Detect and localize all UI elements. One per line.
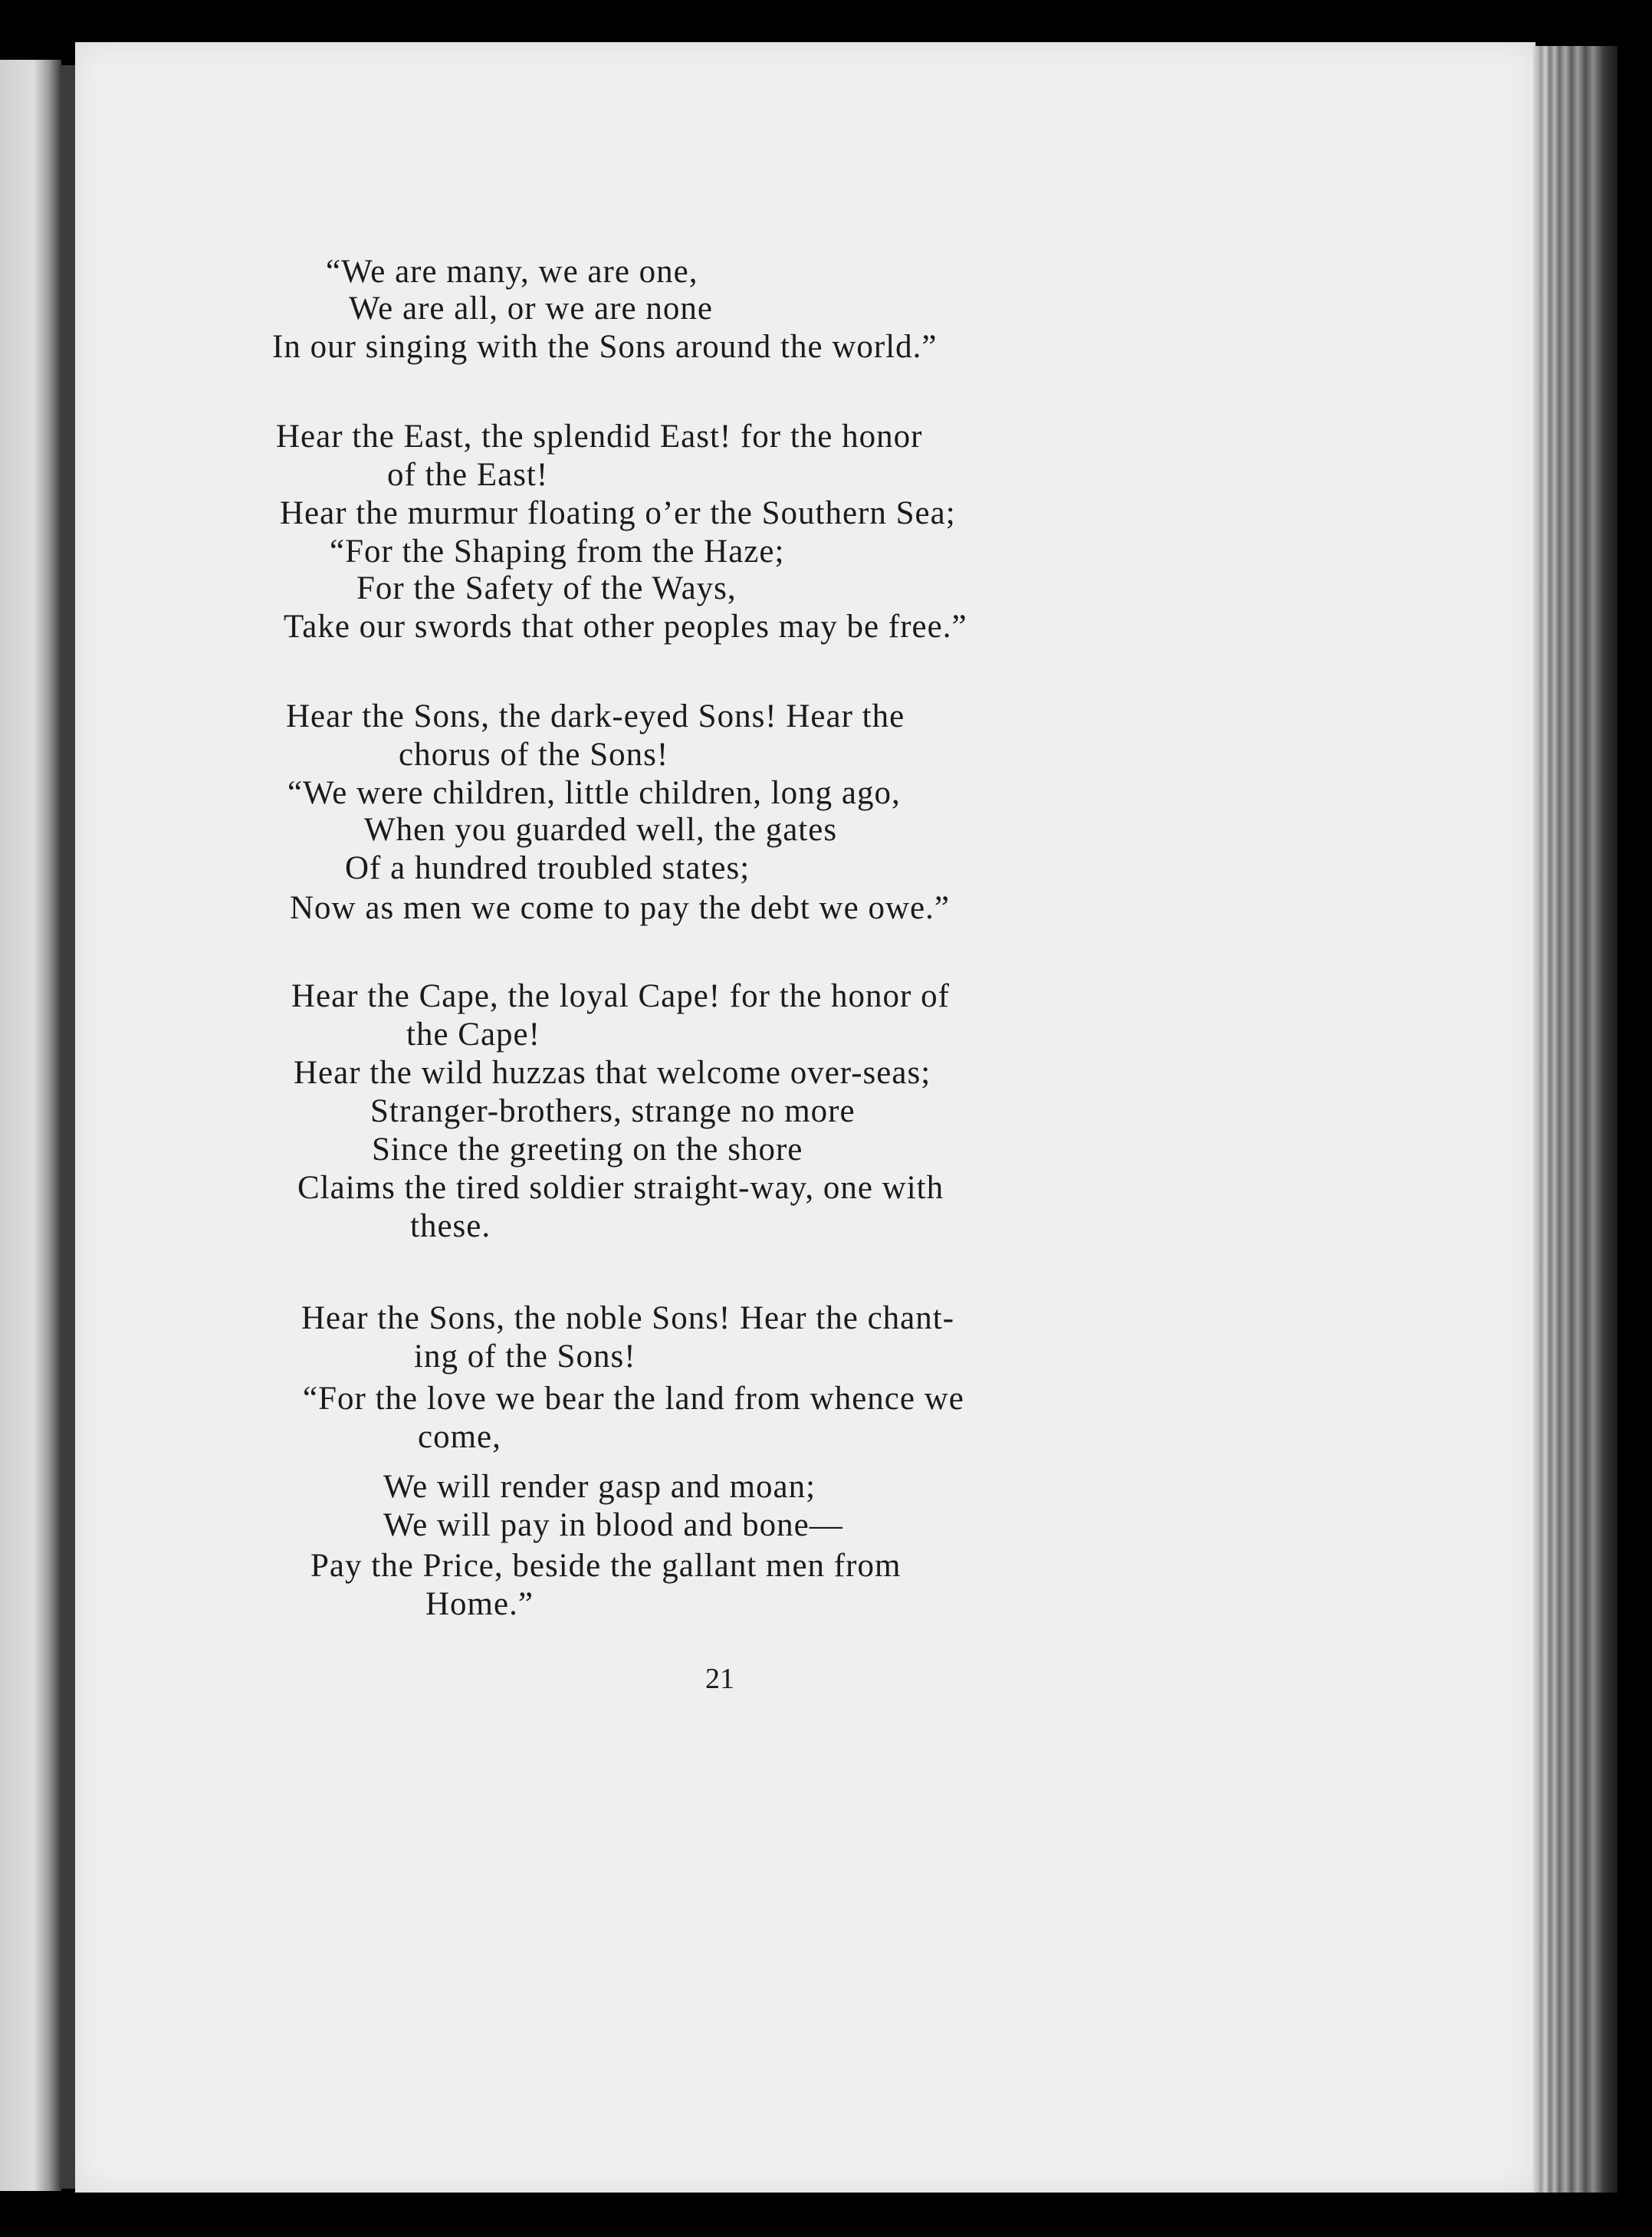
poem-line: Hear the Cape, the loyal Cape! for the honor of bbox=[291, 978, 950, 1014]
poem-line: Home.” bbox=[425, 1586, 534, 1622]
poem-line: Hear the Sons, the noble Sons! Hear the chant- bbox=[301, 1300, 955, 1336]
poem-line: come, bbox=[418, 1419, 501, 1455]
poem-line: When you guarded well, the gates bbox=[364, 812, 838, 848]
poem-line: “For the love we bear the land from whence we bbox=[303, 1381, 964, 1417]
poem-line: “For the Shaping from the Haze; bbox=[330, 534, 785, 570]
poem-line: Hear the Sons, the dark-eyed Sons! Hear the bbox=[286, 698, 905, 734]
poem-line: Now as men we come to pay the debt we owe.” bbox=[290, 890, 950, 926]
poem-line: Hear the murmur floating o’er the Southern Sea; bbox=[280, 495, 956, 531]
poem-line: the Cape! bbox=[406, 1017, 540, 1053]
poem-line: Since the greeting on the shore bbox=[372, 1132, 803, 1168]
poem-line: these. bbox=[410, 1208, 491, 1244]
poem-line: ing of the Sons! bbox=[414, 1339, 636, 1375]
poem-line: “We were children, little children, long ago, bbox=[287, 775, 901, 811]
poem-line: Claims the tired soldier straight-way, one with bbox=[297, 1170, 944, 1206]
poem-line: We are all, or we are none bbox=[349, 291, 713, 327]
poem-line: For the Safety of the Ways, bbox=[356, 570, 737, 606]
poem-line: “We are many, we are one, bbox=[326, 254, 698, 290]
poem-line: In our singing with the Sons around the world.” bbox=[272, 329, 938, 365]
poem-line: Stranger-brothers, strange no more bbox=[370, 1093, 856, 1129]
poem-line: We will pay in blood and bone— bbox=[383, 1507, 843, 1543]
poem-line: Hear the wild huzzas that welcome over-seas; bbox=[294, 1055, 931, 1091]
poem-line: Pay the Price, beside the gallant men from bbox=[310, 1548, 902, 1584]
poem-line: of the East! bbox=[387, 457, 549, 493]
page-number: 21 bbox=[705, 1663, 734, 1695]
poem-line: We will render gasp and moan; bbox=[383, 1469, 816, 1505]
poem-line: Of a hundred troubled states; bbox=[345, 850, 750, 886]
poem-line: Hear the East, the splendid East! for the honor bbox=[276, 419, 923, 455]
poem-line: chorus of the Sons! bbox=[399, 737, 669, 773]
poem-line: Take our swords that other peoples may be free.” bbox=[284, 609, 967, 645]
